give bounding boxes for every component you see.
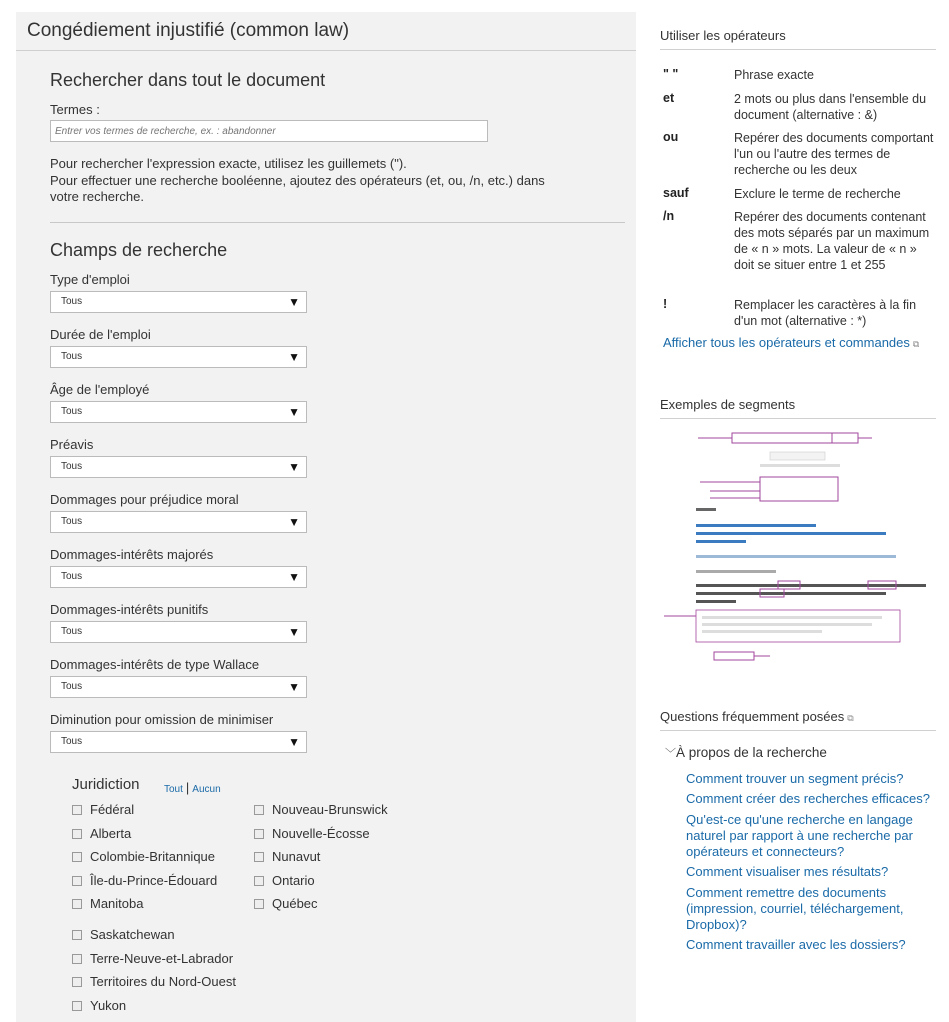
checkbox[interactable] xyxy=(72,899,82,909)
checkbox-label: Nouveau-Brunswick xyxy=(272,802,388,817)
faq-link[interactable]: Comment travailler avec les dossiers? xyxy=(686,937,906,952)
faq-link[interactable]: Comment remettre des documents (impression, courriel, téléchargement, Dropbox)? xyxy=(686,885,904,932)
field-label-employee-age: Âge de l'employé xyxy=(50,382,150,397)
employee-age-select[interactable] xyxy=(50,401,307,423)
field-label-employment-duration: Durée de l'emploi xyxy=(50,327,151,342)
wallace-damages-select[interactable] xyxy=(50,676,307,698)
checkbox[interactable] xyxy=(72,852,82,862)
caret-down-icon: ▼ xyxy=(288,570,300,584)
search-input[interactable] xyxy=(50,120,488,142)
field-label-aggravated-damages: Dommages-intérêts majorés xyxy=(50,547,214,562)
checkbox[interactable] xyxy=(254,876,264,886)
field-label-moral-damages: Dommages pour préjudice moral xyxy=(50,492,239,507)
notice-select[interactable] xyxy=(50,456,307,478)
checkbox-new-brunswick[interactable] xyxy=(254,802,388,817)
operator-desc: Exclure le terme de recherche xyxy=(734,187,901,201)
checkbox[interactable] xyxy=(72,805,82,815)
external-link-icon: ⧉ xyxy=(847,713,854,723)
search-help xyxy=(50,156,570,206)
segment-example-image xyxy=(660,420,936,662)
operators-heading: Utiliser les opérateurs xyxy=(660,28,936,50)
operator-desc: Remplacer les caractères à la fin d'un mot (alternative : *) xyxy=(734,298,917,328)
link-text: Afficher tous les opérateurs et commandes xyxy=(663,335,910,350)
caret-down-icon: ▼ xyxy=(288,735,300,749)
show-all-operators-link[interactable] xyxy=(663,335,919,350)
external-link-icon: ⧉ xyxy=(912,339,920,349)
segments-heading: Exemples de segments xyxy=(660,397,936,419)
checkbox-label: Alberta xyxy=(90,826,132,841)
operator-key: " " xyxy=(663,67,679,81)
divider xyxy=(50,222,625,223)
select-value: Tous xyxy=(61,681,83,692)
operator-key: sauf xyxy=(663,186,689,200)
checkbox[interactable] xyxy=(254,805,264,815)
mitigation-select[interactable] xyxy=(50,731,307,753)
checkbox-british-columbia[interactable] xyxy=(72,849,215,864)
checkbox-label: Terre-Neuve-et-Labrador xyxy=(90,951,234,966)
checkbox-nova-scotia[interactable] xyxy=(254,826,370,841)
checkbox-label: Nouvelle-Écosse xyxy=(272,826,370,841)
select-value: Tous xyxy=(61,296,83,307)
field-label-mitigation: Diminution pour omission de minimiser xyxy=(50,712,274,727)
faq-heading xyxy=(660,709,936,731)
checkbox-yukon[interactable] xyxy=(72,998,126,1013)
faq-link[interactable]: Comment trouver un segment précis? xyxy=(686,771,904,786)
help-line-2: Pour effectuer une recherche booléenne, ajoutez des opérateurs (et, ou, /n, etc.) dans votre recherche. xyxy=(50,172,545,204)
operator-desc: 2 mots ou plus dans l'ensemble du document (alternative : &) xyxy=(734,92,927,122)
employment-duration-select[interactable] xyxy=(50,346,307,368)
checkbox[interactable] xyxy=(72,977,82,987)
fields-heading: Champs de recherche xyxy=(50,240,228,260)
checkbox[interactable] xyxy=(254,852,264,862)
checkbox[interactable] xyxy=(254,899,264,909)
checkbox-label: Ontario xyxy=(272,873,315,888)
checkbox[interactable] xyxy=(254,829,264,839)
operator-desc: Repérer des documents comportant l'un ou l'autre des termes de recherche ou les deux xyxy=(734,131,934,177)
checkbox-label: Fédéral xyxy=(90,802,135,817)
chevron-down-icon: ﹀ xyxy=(665,748,676,760)
faq-link[interactable]: Comment visualiser mes résultats? xyxy=(686,864,889,879)
select-value: Tous xyxy=(61,516,83,527)
field-label-wallace-damages: Dommages-intérêts de type Wallace xyxy=(50,657,260,672)
operator-key: ou xyxy=(663,130,679,144)
faq-link[interactable]: Qu'est-ce qu'une recherche en langage naturel par rapport à une recherche par opérateurs et connecteurs? xyxy=(686,812,913,859)
faq-link[interactable]: Comment créer des recherches efficaces? xyxy=(686,791,930,806)
caret-down-icon: ▼ xyxy=(288,350,300,364)
separator: | xyxy=(185,780,190,795)
checkbox[interactable] xyxy=(72,930,82,940)
checkbox-nunavut[interactable] xyxy=(254,849,320,864)
faq-heading-text: Questions fréquemment posées xyxy=(660,709,845,724)
checkbox-label: Nunavut xyxy=(272,849,321,864)
checkbox-newfoundland[interactable] xyxy=(72,951,233,966)
checkbox-label: Île-du-Prince-Édouard xyxy=(90,873,218,888)
checkbox[interactable] xyxy=(72,1001,82,1011)
checkbox-manitoba[interactable] xyxy=(72,896,143,911)
checkbox-pei[interactable] xyxy=(72,873,217,888)
checkbox-label: Yukon xyxy=(90,998,127,1013)
panel-title: Congédiement injustifié (common law) xyxy=(16,12,636,51)
operator-desc: Repérer des documents contenant des mots séparés par un maximum de « n » mots. La valeur de « n » doit se situer entre 1 et 255 xyxy=(734,210,930,272)
caret-down-icon: ▼ xyxy=(288,405,300,419)
checkbox[interactable] xyxy=(72,876,82,886)
caret-down-icon: ▼ xyxy=(288,680,300,694)
field-label-punitive-damages: Dommages-intérêts punitifs xyxy=(50,602,209,617)
checkbox-alberta[interactable] xyxy=(72,826,131,841)
caret-down-icon: ▼ xyxy=(288,460,300,474)
checkbox[interactable] xyxy=(72,829,82,839)
select-value: Tous xyxy=(61,351,83,362)
checkbox-saskatchewan[interactable] xyxy=(72,927,175,942)
caret-down-icon: ▼ xyxy=(288,515,300,529)
punitive-damages-select[interactable] xyxy=(50,621,307,643)
checkbox-label: Colombie-Britannique xyxy=(90,849,216,864)
field-label-notice: Préavis xyxy=(50,437,94,452)
select-value: Tous xyxy=(61,571,83,582)
search-panel xyxy=(16,12,636,1022)
employment-type-select[interactable] xyxy=(50,291,307,313)
faq-section-toggle[interactable] xyxy=(665,745,827,761)
checkbox-northwest-territories[interactable] xyxy=(72,974,236,989)
jurisdiction-select-links xyxy=(164,780,221,795)
checkbox-label: Territoires du Nord-Ouest xyxy=(90,974,236,989)
select-value: Tous xyxy=(61,736,83,747)
caret-down-icon: ▼ xyxy=(288,625,300,639)
jurisdiction-title: Juridiction xyxy=(72,776,140,793)
operator-key: et xyxy=(663,91,675,105)
help-line-1: Pour rechercher l'expression exacte, utilisez les guillemets ("). xyxy=(50,156,407,171)
select-none-link[interactable]: Aucun xyxy=(192,784,221,795)
checkbox-federal[interactable] xyxy=(72,802,134,817)
moral-damages-select[interactable] xyxy=(50,511,307,533)
checkbox-quebec[interactable] xyxy=(254,896,318,911)
search-heading: Rechercher dans tout le document xyxy=(50,70,326,90)
select-all-link[interactable]: Tout xyxy=(164,784,183,795)
caret-down-icon: ▼ xyxy=(288,295,300,309)
terms-label: Termes : xyxy=(50,102,100,117)
select-value: Tous xyxy=(61,461,83,472)
operator-key: /n xyxy=(663,209,675,223)
operator-key: ! xyxy=(663,297,668,311)
checkbox-label: Saskatchewan xyxy=(90,927,175,942)
operator-desc: Phrase exacte xyxy=(734,68,814,82)
checkbox-label: Québec xyxy=(272,896,318,911)
checkbox-label: Manitoba xyxy=(90,896,144,911)
field-label-employment-type: Type d'emploi xyxy=(50,272,130,287)
checkbox[interactable] xyxy=(72,954,82,964)
select-value: Tous xyxy=(61,406,83,417)
checkbox-ontario[interactable] xyxy=(254,873,315,888)
aggravated-damages-select[interactable] xyxy=(50,566,307,588)
select-value: Tous xyxy=(61,626,83,637)
faq-section-title: À propos de la recherche xyxy=(676,745,827,760)
